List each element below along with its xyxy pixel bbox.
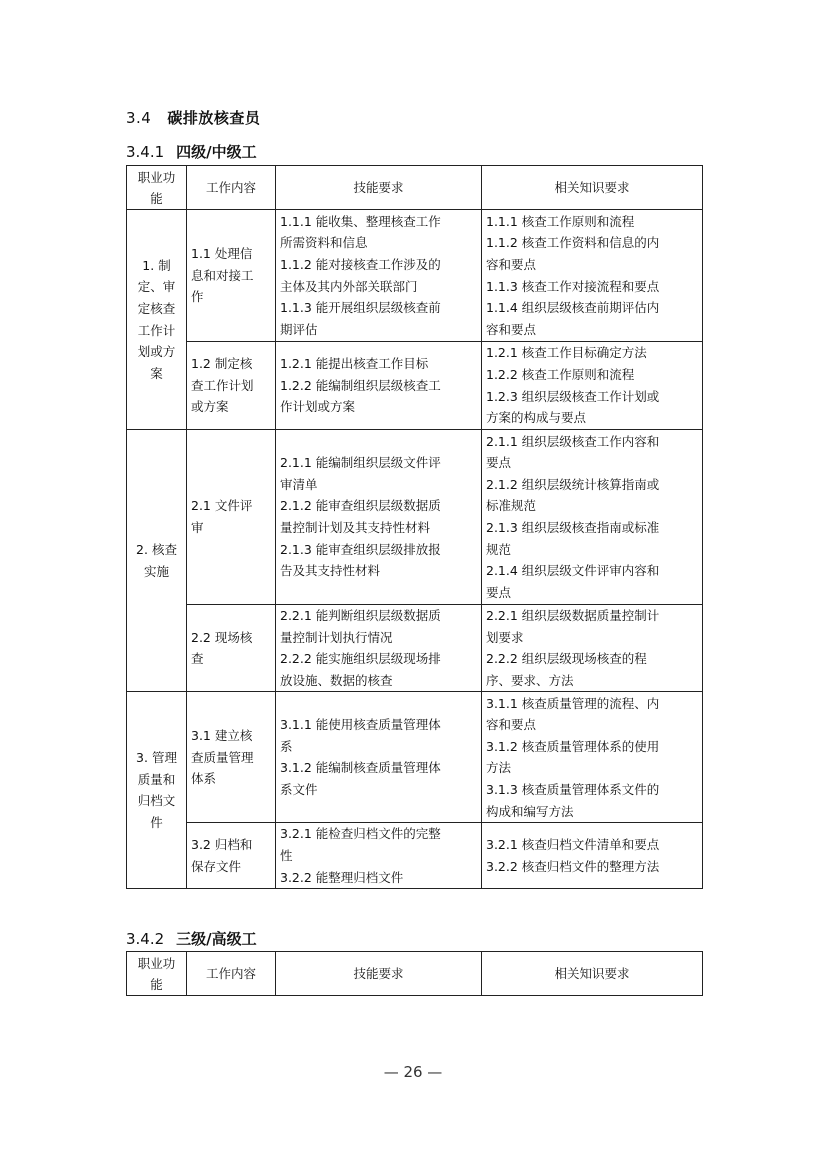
- skill-cell: 3.2.1 能检查归档文件的完整 性 3.2.2 能整理归档文件: [276, 823, 482, 889]
- subsection-number: 3.4.1: [126, 143, 165, 161]
- skill-cell: 1.2.1 能提出核查工作目标 1.2.2 能编制组织层级核查工 作计划或方案: [276, 342, 482, 430]
- section-number: 3.4: [126, 109, 152, 127]
- skill-table-level3: [126, 951, 703, 996]
- table-header-row: [127, 952, 703, 996]
- knowledge-cell: 2.2.1 组织层级数据质量控制计 划要求 2.2.2 组织层级现场核查的程 序、要求、方法: [482, 605, 703, 692]
- table-row: [127, 823, 703, 889]
- skill-table-level4: [126, 165, 703, 889]
- knowledge-cell: 3.1.1 核查质量管理的流程、内 容和要点 3.1.2 核查质量管理体系的使用 方法 3.1.3 核查质量管理体系文件的 构成和编写方法: [482, 692, 703, 823]
- table-row: [127, 210, 703, 342]
- subsection-title: 四级/中级工: [176, 143, 257, 161]
- skill-cell: 2.2.1 能判断组织层级数据质 量控制计划执行情况 2.2.2 能实施组织层级现场排 放设施、数据的核查: [276, 605, 482, 692]
- skill-cell: 3.1.1 能使用核查质量管理体 系 3.1.2 能编制核查质量管理体 系文件: [276, 692, 482, 823]
- header-work-content: 工作内容: [187, 952, 276, 996]
- knowledge-cell: 3.2.1 核查归档文件清单和要点 3.2.2 核查归档文件的整理方法: [482, 823, 703, 889]
- work-content-cell: 2.1 文件评 审: [187, 430, 276, 605]
- header-function: 职业功 能: [127, 952, 187, 996]
- work-content-cell: 2.2 现场核 查: [187, 605, 276, 692]
- section-title: 碳排放核查员: [167, 109, 261, 127]
- work-content-cell: 3.1 建立核 查质量管理 体系: [187, 692, 276, 823]
- subsection-number: 3.4.2: [126, 930, 165, 948]
- function-cell: 3. 管理 质量和 归档文 件: [127, 692, 187, 889]
- skill-cell: 1.1.1 能收集、整理核查工作 所需资料和信息 1.1.2 能对接核查工作涉及的 主体及其内外部关联部门 1.1.3 能开展组织层级核查前 期评估: [276, 210, 482, 342]
- header-work-content: 工作内容: [187, 166, 276, 210]
- work-content-cell: 3.2 归档和 保存文件: [187, 823, 276, 889]
- table-row: [127, 605, 703, 692]
- function-cell: 1. 制 定、审 定核查 工作计 划或方 案: [127, 210, 187, 430]
- knowledge-cell: 2.1.1 组织层级核查工作内容和 要点 2.1.2 组织层级统计核算指南或 标准规范 2.1.3 组织层级核查指南或标准 规范 2.1.4 组织层级文件评审内容和 要点: [482, 430, 703, 605]
- table-header-row: [127, 166, 703, 210]
- knowledge-cell: 1.2.1 核查工作目标确定方法 1.2.2 核查工作原则和流程 1.2.3 组织层级核查工作计划或 方案的构成与要点: [482, 342, 703, 430]
- subsection-heading-2: [126, 928, 257, 949]
- table-row: [127, 430, 703, 605]
- header-knowledge: 相关知识要求: [482, 166, 703, 210]
- header-skills: 技能要求: [276, 952, 482, 996]
- knowledge-cell: 1.1.1 核查工作原则和流程 1.1.2 核查工作资料和信息的内 容和要点 1.1.3 核查工作对接流程和要点 1.1.4 组织层级核查前期评估内 容和要点: [482, 210, 703, 342]
- work-content-cell: 1.1 处理信 息和对接工 作: [187, 210, 276, 342]
- section-heading: [126, 107, 260, 128]
- work-content-cell: 1.2 制定核 查工作计划 或方案: [187, 342, 276, 430]
- skill-cell: 2.1.1 能编制组织层级文件评 审清单 2.1.2 能审查组织层级数据质 量控制计划及其支持性材料 2.1.3 能审查组织层级排放报 告及其支持性材料: [276, 430, 482, 605]
- subsection-title: 三级/高级工: [176, 930, 257, 948]
- table-row: [127, 342, 703, 430]
- header-function: 职业功 能: [127, 166, 187, 210]
- table-row: [127, 692, 703, 823]
- header-skills: 技能要求: [276, 166, 482, 210]
- function-cell: 2. 核查 实施: [127, 430, 187, 692]
- subsection-heading-1: [126, 141, 257, 162]
- page-number: — 26 —: [383, 1063, 443, 1081]
- header-knowledge: 相关知识要求: [482, 952, 703, 996]
